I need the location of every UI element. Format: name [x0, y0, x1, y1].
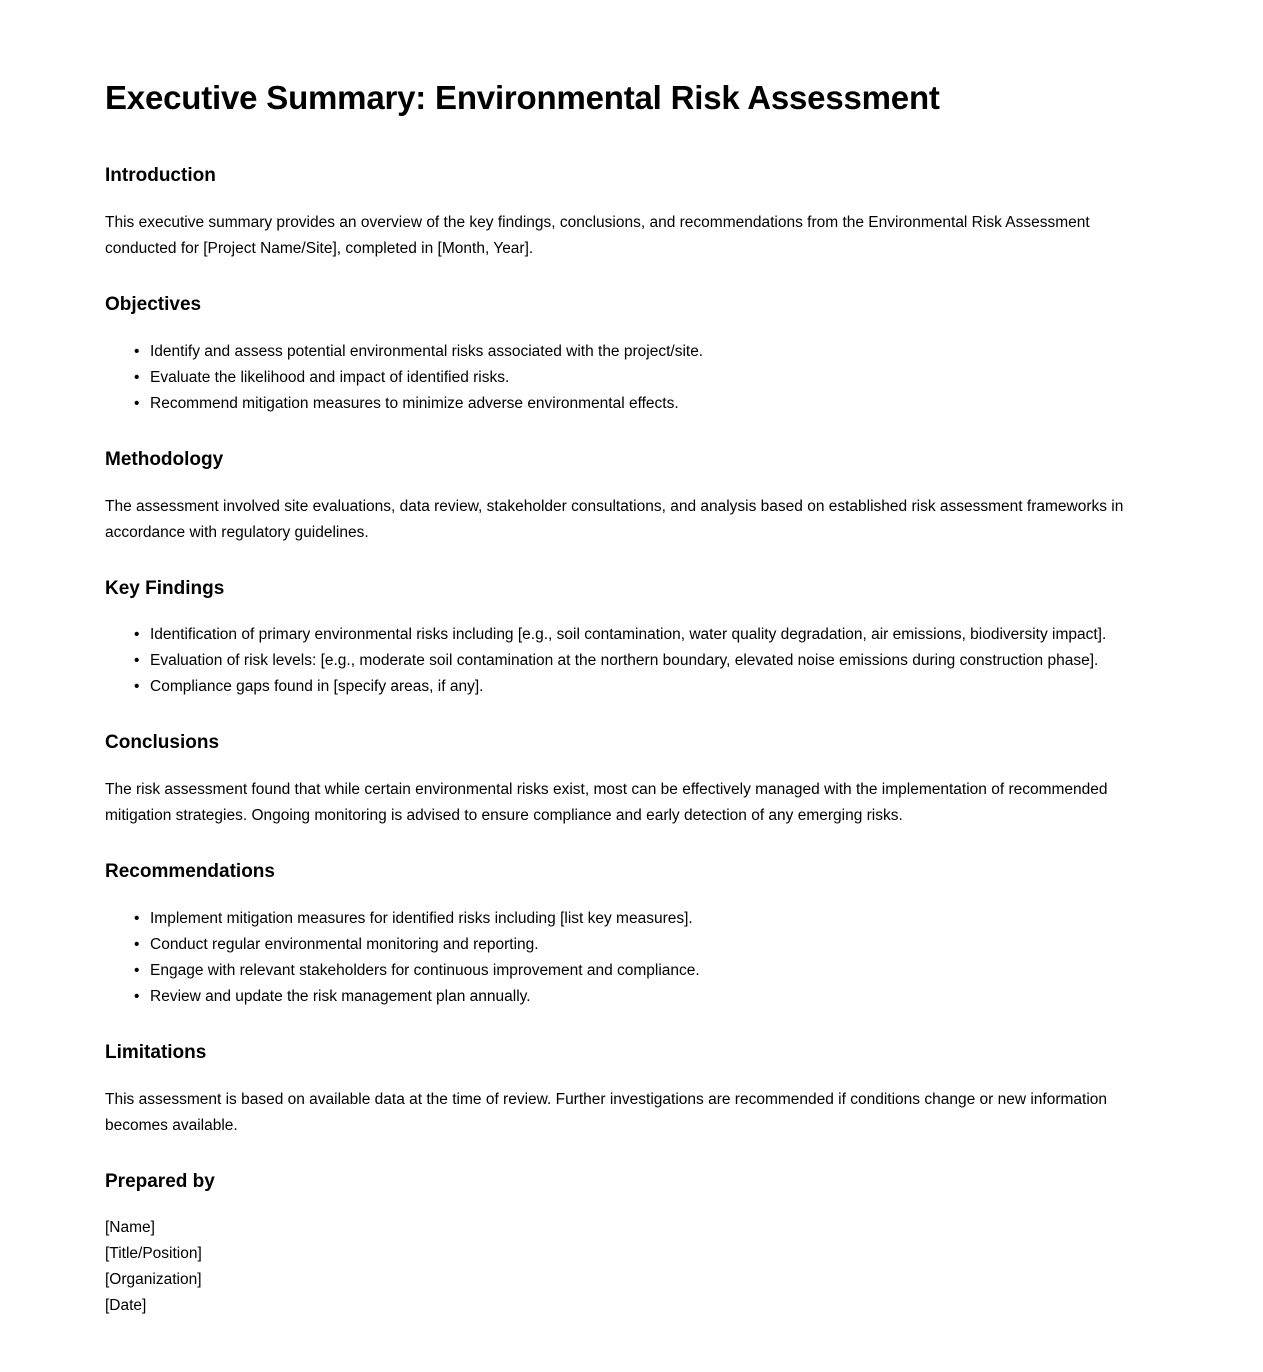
section-recommendations [105, 860, 1160, 1010]
prepared-by-organization: [Organization] [105, 1271, 202, 1289]
list-item: • Identify and assess potential environmental risks associated with the project/site. [134, 339, 1160, 365]
page-title: Executive Summary: Environmental Risk Assessment [105, 79, 940, 116]
list-item: • Identification of primary environmental risks including [e.g., soil contamination, water quality degradation, air emissions, biodiversity impact]. [134, 622, 1160, 648]
prepared-by-date: [Date] [105, 1297, 147, 1315]
section-heading-objectives: Objectives [105, 294, 202, 315]
list-item: • Compliance gaps found in [specify areas, if any]. [134, 674, 1160, 700]
list-item: • Review and update the risk management plan annually. [134, 984, 1160, 1010]
section-limitations [105, 1041, 1160, 1139]
section-heading-introduction: Introduction [105, 165, 216, 187]
objectives-list [105, 339, 1160, 417]
section-heading-limitations: Limitations [105, 1041, 207, 1063]
list-item: • Recommend mitigation measures to minimize adverse environmental effects. [134, 391, 1160, 417]
list-item: • Evaluation of risk levels: [e.g., moderate soil contamination at the northern boundary, elevated noise emissions during construction phase]. [134, 648, 1160, 674]
section-key-findings [105, 577, 1160, 701]
list-item: • Evaluate the likelihood and impact of identified risks. [134, 365, 1160, 391]
prepared-by-block [105, 1215, 1160, 1319]
section-heading-key-findings: Key Findings [105, 577, 225, 599]
section-objectives [105, 293, 1160, 417]
section-heading-methodology: Methodology [105, 448, 224, 470]
prepared-by-name: [Name] [105, 1219, 155, 1237]
section-paragraph-methodology: The assessment involved site evaluations, data review, stakeholder consultations, and analysis based on established risk assessment frameworks in accordance with regulatory guidelines. [105, 497, 1124, 541]
list-item: • Conduct regular environmental monitoring and reporting. [134, 932, 1160, 958]
recommendations-list [105, 906, 1160, 1010]
section-prepared-by [105, 1170, 1160, 1320]
section-introduction [105, 164, 1160, 262]
section-paragraph-limitations: This assessment is based on available data at the time of review. Further investigations are recommended if conditions change or new information becomes available. [105, 1090, 1107, 1134]
section-heading-prepared-by: Prepared by [105, 1170, 215, 1192]
list-item: • Engage with relevant stakeholders for continuous improvement and compliance. [134, 958, 1160, 984]
list-item: • Implement mitigation measures for identified risks including [list key measures]. [134, 906, 1160, 932]
section-conclusions [105, 731, 1160, 829]
section-heading-conclusions: Conclusions [105, 732, 220, 754]
section-heading-recommendations: Recommendations [105, 861, 275, 882]
key-findings-list [105, 622, 1160, 700]
section-paragraph-introduction: This executive summary provides an overview of the key findings, conclusions, and recommendations from the Environmental Risk Assessment conducted for [Project Name/Site], completed in [Month, Year]. [105, 214, 1090, 257]
prepared-by-title: [Title/Position] [105, 1245, 202, 1263]
section-methodology [105, 448, 1160, 546]
section-paragraph-conclusions: The risk assessment found that while certain environmental risks exist, most can be effectively managed with the implementation of recommended mitigation strategies. Ongoing monitoring is advised to ensure compliance and early detection of any emerging risks. [105, 781, 1108, 824]
